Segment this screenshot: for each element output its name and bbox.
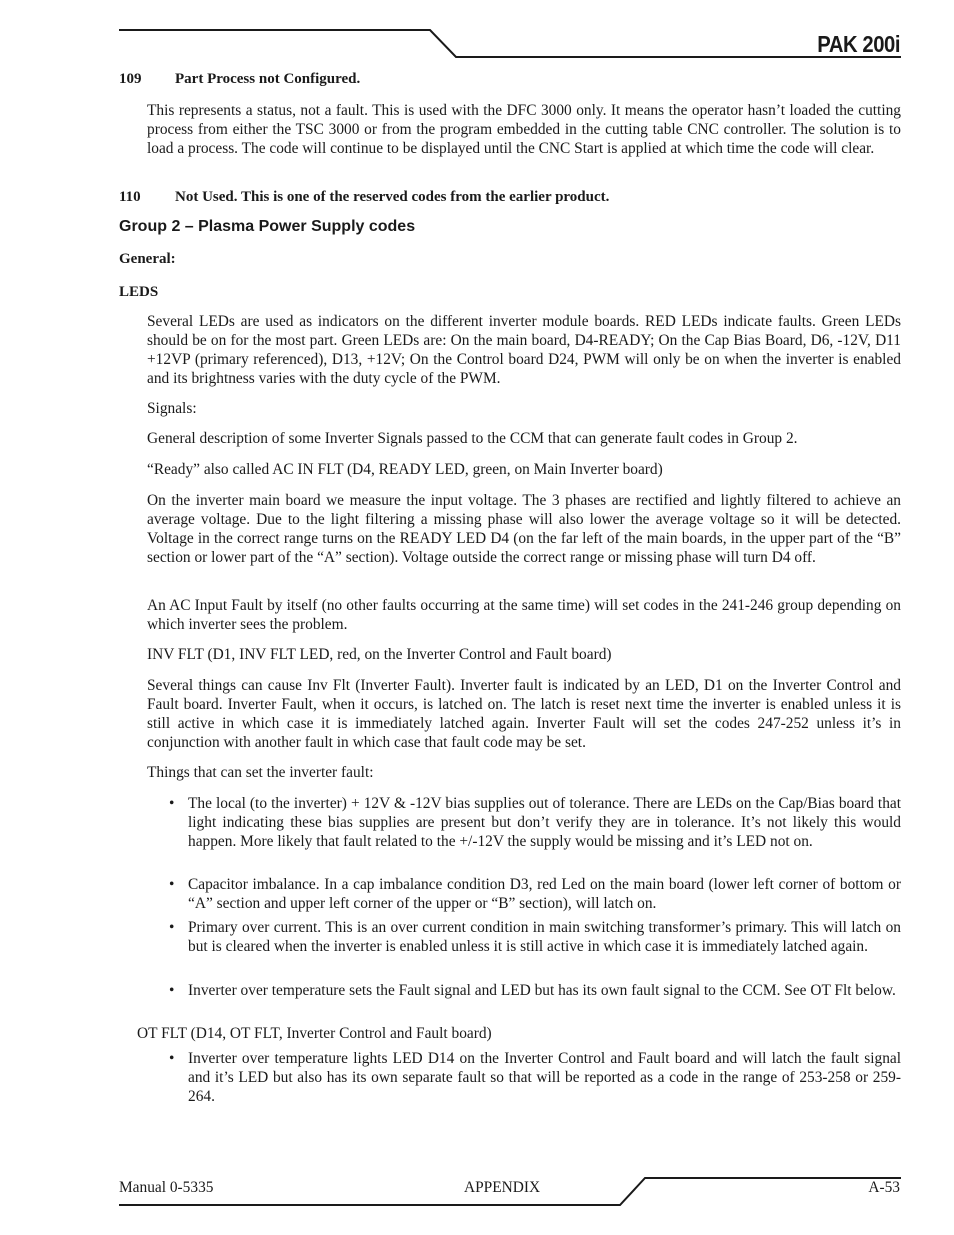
list-item-text: Capacitor imbalance. In a cap imbalance condition D3, red Led on the main board (lower left corner of bottom or “A” section and upper left corner of the upper or “B” section), will latch on. — [188, 876, 901, 912]
list-item — [169, 795, 901, 852]
group-2-title: Group 2 – Plasma Power Supply codes — [119, 218, 416, 235]
ot-flt-label: OT FLT (D14, OT FLT, Inverter Control and Fault board) — [137, 1025, 492, 1042]
list-item-text: Inverter over temperature lights LED D14 on the Inverter Control and Fault board and will latch the fault signal and it’s LED but also has its own separate fault so that will be reported as a code in the range of 253-258 or 259-264. — [188, 1050, 901, 1105]
code-109-description: This represents a status, not a fault. This is used with the DFC 3000 only. It means the operator hasn’t loaded the cutting process from either the TSC 3000 or from the program embedded in the cutting table CNC controller. The solution is to load a process. The code will continue to be displayed until the CNC Start is applied at which time the code will clear. — [147, 102, 901, 157]
bullet-icon: • — [169, 876, 175, 893]
section-name: APPENDIX — [464, 1179, 541, 1196]
list-item-text: Primary over current. This is an over current condition in main switching transformer’s primary. This will latch on but is cleared when the inverter is enabled unless it is still active in which case it is immediately latched again. — [188, 919, 901, 955]
ac-input-fault-paragraph: An AC Input Fault by itself (no other faults occurring at the same time) will set codes in the 241-246 group depending on which inverter sees the problem. — [147, 597, 901, 633]
product-title: PAK 200i — [817, 31, 900, 57]
code-109-heading — [119, 71, 360, 88]
list-item-text: The local (to the inverter) + 12V & -12V bias supplies out of tolerance. There are LEDs on the Cap/Bias board that light indicating these bias supplies are present but don’t verify they are in tolerance. It’s not likely this would happen. More likely that fault related to the +/-12V the supply would be missing and it’s LED not on. — [188, 795, 901, 850]
fault-causes-intro: Things that can set the inverter fault: — [147, 764, 374, 781]
ready-signal-paragraph: On the inverter main board we measure the input voltage. The 3 phases are rectified and lightly filtered to achieve an average voltage. Due to the light filtering a missing phase will also lower the average voltage so it will be detected. Voltage in the correct range turns on the READY LED D4 (on the far left of the main boards, in the upper part of the “B” section or lower part of the “A” section). Voltage outside the correct range or missing phase will turn D4 off. — [147, 492, 901, 566]
bullet-icon: • — [169, 919, 175, 936]
ready-signal-label: “Ready” also called AC IN FLT (D4, READY LED, green, on Main Inverter board) — [147, 461, 663, 478]
code-number: 109 — [119, 71, 142, 87]
manual-number: Manual 0-5335 — [119, 1179, 214, 1196]
signals-label: Signals: — [147, 400, 197, 417]
page-number: A-53 — [868, 1179, 900, 1196]
list-item-text: Inverter over temperature sets the Fault signal and LED but has its own fault signal to the CCM. See OT Flt below. — [188, 982, 896, 999]
code-title: Not Used. This is one of the reserved codes from the earlier product. — [175, 189, 610, 205]
leds-label: LEDS — [119, 284, 159, 300]
code-110-heading — [119, 189, 609, 206]
code-title: Part Process not Configured. — [175, 71, 361, 87]
list-item — [169, 876, 901, 914]
list-item — [169, 919, 901, 957]
leds-paragraph: Several LEDs are used as indicators on the different inverter module boards. RED LEDs indicate faults. Green LEDs should be on for the most part. Green LEDs are: On the main board, D4-READY; On the Cap Bias Board, D6, -12V, D11 +12VP (primary referenced), D13, +12V; On the Control board D24, PWM will only be on when the inverter is enabled and its brightness varies with the duty cycle of the PWM. — [147, 313, 901, 387]
list-item — [169, 1050, 901, 1107]
list-item — [169, 982, 901, 1001]
bullet-icon: • — [169, 795, 175, 812]
inv-flt-paragraph: Several things can cause Inv Flt (Inverter Fault). Inverter fault is indicated by an LED, D1 on the Inverter Control and Fault board. Inverter Fault, when it occurs, is latched on. The latch is reset next time the inverter is enabled unless it is still active in which case it is immediately latched again. Inverter Fault will set the codes 247-252 unless it’s in conjunction with another fault in which case that fault code may be set. — [147, 677, 901, 751]
code-number: 110 — [119, 189, 141, 205]
signals-description: General description of some Inverter Signals passed to the CCM that can generate fault codes in Group 2. — [147, 430, 798, 447]
general-label: General: — [119, 251, 176, 267]
header-rule — [0, 0, 954, 70]
bullet-icon: • — [169, 1050, 175, 1067]
bullet-icon: • — [169, 982, 175, 999]
inv-flt-label: INV FLT (D1, INV FLT LED, red, on the Inverter Control and Fault board) — [147, 646, 612, 663]
